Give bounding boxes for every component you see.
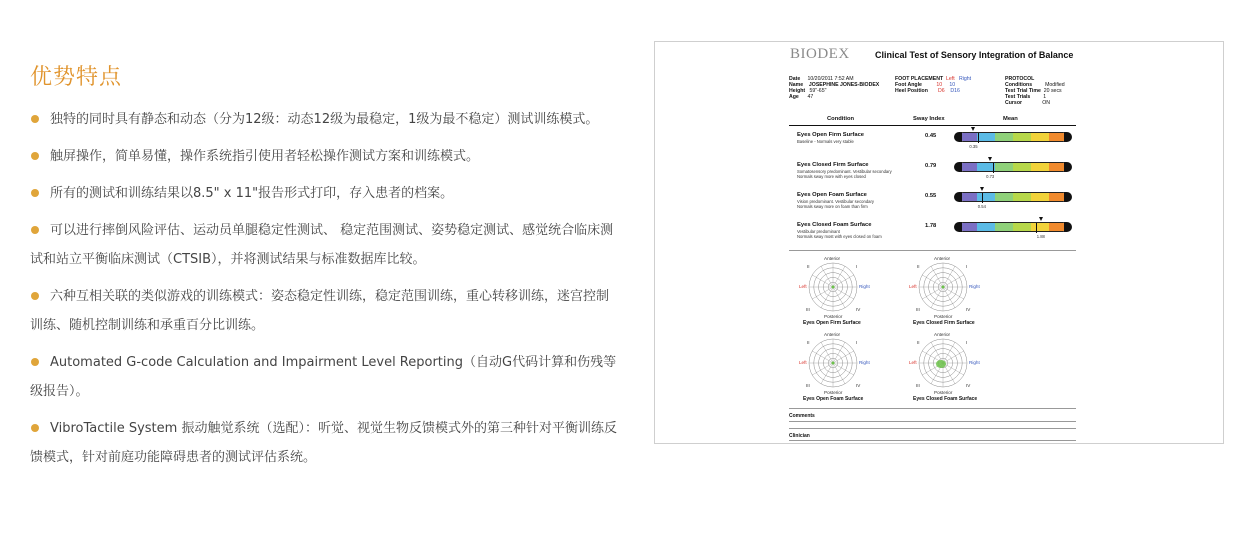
quadrant-label: I (966, 264, 968, 269)
polar-grid (778, 334, 888, 394)
patient-info (789, 76, 879, 100)
foot-label: FOOT PLACEMENT (895, 76, 944, 82)
mean-value: 0.54 (977, 204, 986, 209)
bar-right-cap (1064, 132, 1072, 142)
bar-segment (995, 133, 1013, 141)
score-marker (978, 133, 979, 143)
right-label: Right (969, 360, 980, 365)
foot-left-label: Left (946, 76, 955, 82)
sway-color-bar (958, 132, 1068, 142)
condition-name: Eyes Closed Foam Surface (797, 222, 872, 228)
feature-text: 触屏操作，简单易懂，操作系统指引使用者轻松操作测试方案和训练模式。 (50, 149, 480, 164)
condition-name: Eyes Open Firm Surface (797, 132, 865, 138)
feature-text: VibroTactile System 振动触觉系统（选配）：听觉、视觉生物反馈模式外的第三种针对平衡训练反馈模式，针对前庭功能障碍患者的测试评估系统。 (30, 421, 617, 465)
mean-marker-icon (971, 127, 975, 131)
bullet-icon (31, 152, 39, 160)
feature-text: 独特的同时具有静态和动态（分为12级：动态12级为最稳定，1级为最不稳定）测试训练模式。 (50, 112, 599, 127)
section-title: 优势特点 (30, 65, 123, 90)
sway-trace (942, 286, 945, 289)
foot-angle-label: Foot Angle (895, 82, 922, 89)
comments-line (789, 421, 1076, 422)
quadrant-label: I (856, 340, 858, 345)
left-label: Left (799, 360, 807, 365)
polar-grid (778, 258, 888, 318)
bar-segment (1013, 133, 1031, 141)
height-label: Height (789, 88, 806, 95)
comments-label: Comments (789, 413, 815, 419)
bar-segment (1031, 133, 1049, 141)
bullet-icon (31, 115, 39, 123)
polar-chart (778, 334, 888, 414)
quadrant-label: IV (856, 383, 861, 388)
feature-text: 六种互相关联的类似游戏的训练模式：姿态稳定性训练，稳定范围训练，重心转移训练，迷宫控制训练、随机控制训练和承重百分比训练。 (30, 289, 610, 333)
sway-color-bar (958, 222, 1068, 232)
condition-header: Condition (827, 116, 855, 122)
score-marker (993, 163, 994, 173)
feature-text: 所有的测试和训练结果以8.5" x 11"报告形式打印，存入患者的档案。 (50, 186, 454, 201)
condition-note: Baseline - Normals very stable (797, 139, 854, 144)
quadrant-label: I (856, 264, 858, 269)
report-title: Clinical Test of Sensory Integration of Balance (875, 50, 1074, 60)
polar-grid (888, 258, 998, 318)
age-value: 47 (807, 94, 814, 101)
quadrant-label: I (966, 340, 968, 345)
polar-chart (888, 258, 998, 338)
clinician-label: Clinician (789, 433, 810, 439)
score-marker (1036, 223, 1037, 233)
trials-value: 1 (1043, 94, 1047, 101)
feature-item (30, 216, 620, 274)
right-label: Right (859, 284, 870, 289)
anterior-label: Anterior (824, 256, 841, 261)
polar-grid (888, 334, 998, 394)
features-panel (30, 60, 620, 480)
quadrant-label: IV (856, 307, 861, 312)
cursor-value: ON (1042, 100, 1050, 107)
age-label: Age (789, 94, 799, 101)
bar-right-cap (1064, 162, 1072, 172)
left-label: Left (909, 360, 917, 365)
name-value: JOSEPHINE JONES-BIODEX (808, 82, 880, 89)
bar-segment (1031, 193, 1049, 201)
mean-marker-icon (1039, 217, 1043, 221)
right-label: Right (969, 284, 980, 289)
quadrant-label: II (917, 340, 920, 345)
bar-left-cap (954, 192, 962, 202)
bar-segment (1013, 223, 1031, 231)
heel-label: Heel Position (895, 88, 928, 95)
bar-segment (995, 163, 1013, 171)
feature-item (30, 282, 620, 340)
feature-item (30, 105, 620, 134)
feature-item (30, 142, 620, 171)
bar-left-cap (954, 162, 962, 172)
polar-title: Eyes Closed Foam Surface (913, 396, 978, 402)
bar-segment (977, 223, 995, 231)
quadrant-label: III (806, 383, 810, 388)
trials-label: Test Trials (1005, 94, 1031, 101)
feature-item (30, 348, 620, 406)
sway-header: Sway Index (913, 116, 945, 122)
feature-text: Automated G-code Calculation and Impairment Level Reporting（自动G代码计算和伤残等级报告）。 (30, 355, 617, 399)
condition-name: Eyes Open Foam Surface (797, 192, 867, 198)
left-label: Left (799, 284, 807, 289)
condition-name: Eyes Closed Firm Surface (797, 162, 869, 168)
score-marker (982, 193, 983, 203)
mean-marker-icon (988, 157, 992, 161)
bar-segment (995, 223, 1013, 231)
sway-index: 1.78 (925, 223, 937, 229)
mean-header: Mean (1003, 116, 1018, 122)
trial-time-label: Test Trial Time (1005, 88, 1041, 95)
condition-note: Somatosensory predominant. Vestibular secondary Normals sway more with eyes closed (797, 169, 892, 179)
bar-segment (977, 193, 995, 201)
date-value: 10/20/2011 7:52 AM (807, 76, 854, 82)
section-rule (789, 250, 1076, 251)
foot-right-label: Right (959, 76, 972, 82)
bar-right-cap (1064, 192, 1072, 202)
sway-index: 0.79 (925, 163, 937, 169)
polar-chart (778, 258, 888, 338)
anterior-label: Anterior (824, 332, 841, 337)
bullet-icon (31, 292, 39, 300)
cursor-label: Cursor (1005, 100, 1023, 107)
posterior-label: Posterior (934, 390, 953, 395)
bullet-icon (31, 424, 39, 432)
feature-item (30, 414, 620, 472)
foot-angle-left: 10 (936, 82, 943, 89)
bullet-icon (31, 358, 39, 366)
quadrant-label: III (916, 383, 920, 388)
comments-rule (789, 408, 1076, 409)
quadrant-label: III (806, 307, 810, 312)
protocol-info (1005, 76, 1065, 106)
conditions-label: Conditions (1005, 82, 1033, 89)
quadrant-label: III (916, 307, 920, 312)
trial-time-value: 20 secs (1043, 88, 1062, 95)
left-label: Left (909, 284, 917, 289)
anterior-label: Anterior (934, 332, 951, 337)
sway-color-bar (958, 162, 1068, 172)
quadrant-label: II (807, 340, 810, 345)
bar-left-cap (954, 222, 962, 232)
bullet-icon (31, 189, 39, 197)
anterior-label: Anterior (934, 256, 951, 261)
foot-angle-right: 10 (949, 82, 956, 89)
sway-trace (832, 362, 835, 365)
quadrant-label: IV (966, 383, 971, 388)
mean-value: 0.73 (986, 174, 995, 179)
conditions-value: Modified (1045, 82, 1065, 89)
posterior-label: Posterior (934, 314, 953, 319)
right-label: Right (859, 360, 870, 365)
heel-right: D16 (950, 88, 960, 95)
protocol-label: PROTOCOL (1005, 76, 1035, 82)
header-rule (789, 125, 1076, 126)
polar-title: Eyes Open Foam Surface (803, 396, 864, 402)
feature-text: 可以进行摔倒风险评估、运动员单腿稳定性测试、 稳定范围测试、姿势稳定测试、感觉统合临床测试和站立平衡临床测试（CTSIB），并将测试结果与标准数据库比较。 (30, 223, 614, 267)
report-image (654, 41, 1224, 444)
polar-title: Eyes Open Firm Surface (803, 320, 861, 326)
polar-chart (888, 334, 998, 414)
bar-segment (1031, 223, 1049, 231)
sway-trace (832, 286, 835, 289)
mean-marker-icon (980, 187, 984, 191)
quadrant-label: II (807, 264, 810, 269)
quadrant-label: II (917, 264, 920, 269)
quadrant-label: IV (966, 307, 971, 312)
name-label: Name (789, 82, 804, 89)
sway-index: 0.45 (925, 133, 937, 139)
bar-segment (1013, 193, 1031, 201)
bar-left-cap (954, 132, 962, 142)
sway-trace (936, 360, 946, 368)
bar-segment (995, 193, 1013, 201)
condition-note: Vision predominant. Vestibular secondary Normals sway more on foam than firm (797, 199, 874, 209)
mean-value: 0.35 (969, 144, 978, 149)
sway-color-bar (958, 192, 1068, 202)
date-label: Date (789, 76, 801, 82)
polar-title: Eyes Closed Firm Surface (913, 320, 975, 326)
bar-segment (1013, 163, 1031, 171)
posterior-label: Posterior (824, 314, 843, 319)
condition-note: Vestibular predominant Normals sway most with eyes closed on foam (797, 229, 882, 239)
biodex-logo: BIODEX (790, 46, 850, 62)
bar-segment (977, 133, 995, 141)
sway-index: 0.55 (925, 193, 937, 199)
bullet-icon (31, 226, 39, 234)
clinician-line (789, 440, 1076, 441)
bar-segment (1031, 163, 1049, 171)
feature-list (30, 105, 620, 472)
mean-value: 1.88 (1036, 234, 1045, 239)
feature-item (30, 179, 620, 208)
comments-line (789, 428, 1076, 429)
bar-right-cap (1064, 222, 1072, 232)
heel-left: D6 (937, 88, 945, 95)
posterior-label: Posterior (824, 390, 843, 395)
height-value: 59"-65" (809, 88, 827, 95)
foot-placement (895, 76, 971, 94)
